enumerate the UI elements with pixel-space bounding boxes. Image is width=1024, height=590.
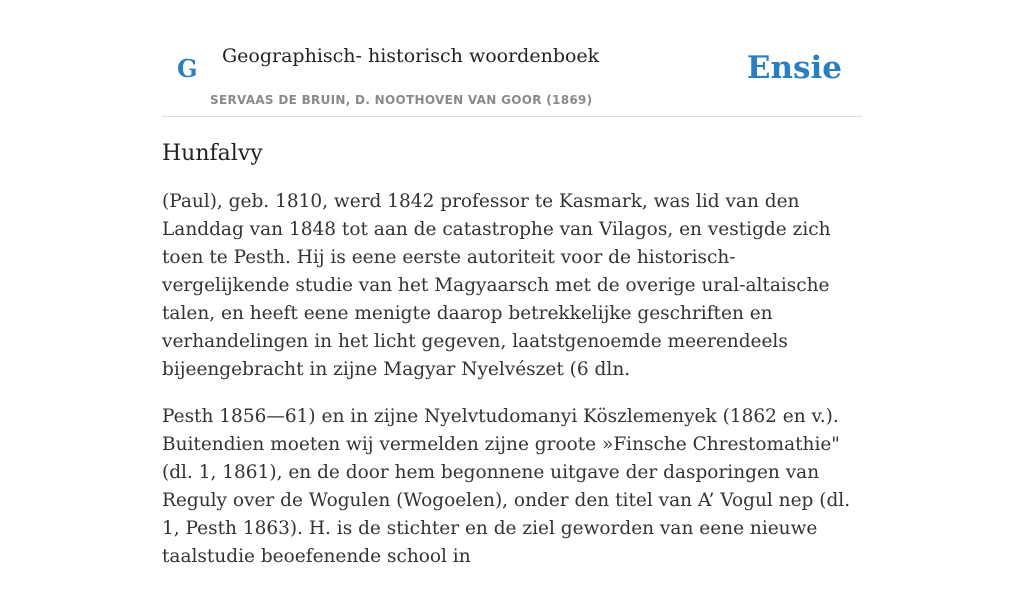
book-title-link[interactable]: Geographisch- historisch woordenboek (222, 45, 600, 67)
entry-paragraph: Pesth 1856—61) en in zijne Nyelvtudomanyi Köszlemenyek (1862 en v.). Buitendien moeten wij vermelden zijne groote »Finsche Chrestomathie" (dl. 1, 1861), en de door hem begonnene uitgave der dasporingen van Reguly over de Wogulen (Wogoelen), onder den titel van A’ Vogul nep (dl. 1, Pesth 1863). H. is de stichter en de ziel geworden van eene nieuwe taalstudie beoefenende school in (162, 406, 851, 567)
ensie-logo[interactable]: Ensie (746, 50, 842, 86)
entry-content (162, 138, 862, 590)
book-header (162, 0, 862, 117)
book-logo-letter[interactable]: G (177, 54, 198, 83)
entry-title: Hunfalvy (162, 141, 263, 166)
entry-paragraph: (Paul), geb. 1810, werd 1842 professor te Kasmark, was lid van den Landdag van 1848 tot aan de catastrophe van Vilagos, en vestigde zich toen te Pesth. Hij is eene eerste autoriteit voor de historisch-vergelijkende studie van het Magyaarsch met de overige ural-altaische talen, en heeft eene menigte daarop betrekkelijke geschriften en verhandelingen in het licht gegeven, laatstgenoemde meerendeels bijeengebracht in zijne Magyar Nyelvészet (6 dln. (162, 191, 831, 380)
book-authors: SERVAAS DE BRUIN, D. NOOTHOVEN VAN GOOR (1869) (210, 93, 593, 107)
